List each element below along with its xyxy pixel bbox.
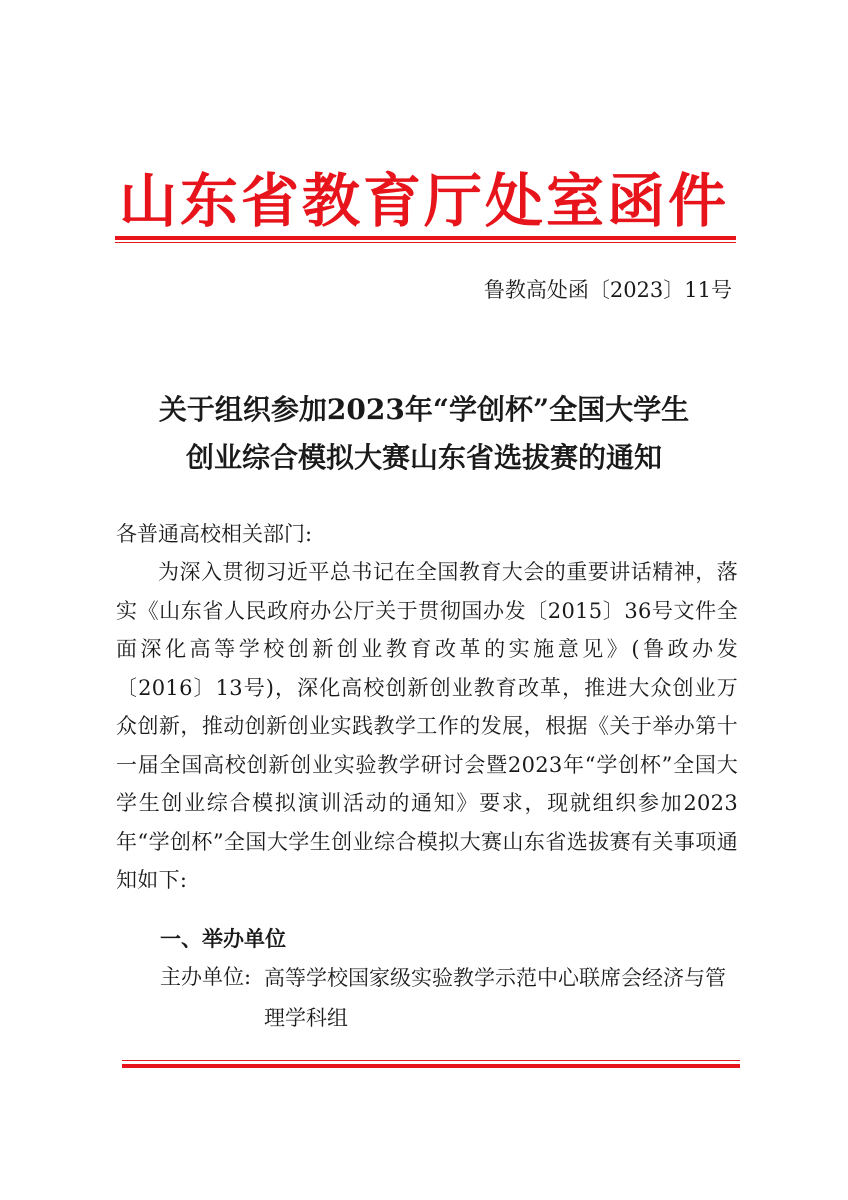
masthead-title: 山东省教育厅处室函件	[118, 167, 729, 235]
masthead-rule-thin	[115, 242, 736, 243]
footer-rule-thin	[122, 1060, 740, 1061]
body-paragraph: 为深入贯彻习近平总书记在全国教育大会的重要讲话精神，落实《山东省人民政府办公厅关于贯彻国办发〔2015〕36号文件全面深化高等学校创新创业教育改革的实施意见》(鲁政办发〔2016〕13号)，深化高校创新创业教育改革，推进大众创业万众创新，推动创新创业实践教学工作的发展，根据《关于举办第十一届全国高校创新创业实验教学研讨会暨2023年“学创杯”全国大学生创业综合模拟演训活动的通知》要求，现就组织参加2023年“学创杯”全国大学生创业综合模拟大赛山东省选拔赛有关事项通知如下:	[116, 560, 738, 892]
document-number: 鲁教高处函〔2023〕11号	[483, 278, 732, 302]
section-heading-organizers: 一、举办单位	[160, 927, 286, 951]
organizer-label: 主办单位:	[160, 965, 252, 989]
notice-title-line-1: 关于组织参加2023年“学创杯”全国大学生	[158, 393, 690, 426]
footer-rule-thick	[122, 1064, 740, 1068]
salutation: 各普通高校相关部门:	[116, 522, 313, 546]
notice-title-line-2: 创业综合模拟大赛山东省选拔赛的通知	[185, 441, 662, 474]
masthead-rule-thick	[115, 236, 736, 240]
notice-title	[100, 386, 748, 482]
organizer-value: 高等学校国家级实验教学示范中心联席会经济与管理学科组	[264, 966, 726, 1030]
